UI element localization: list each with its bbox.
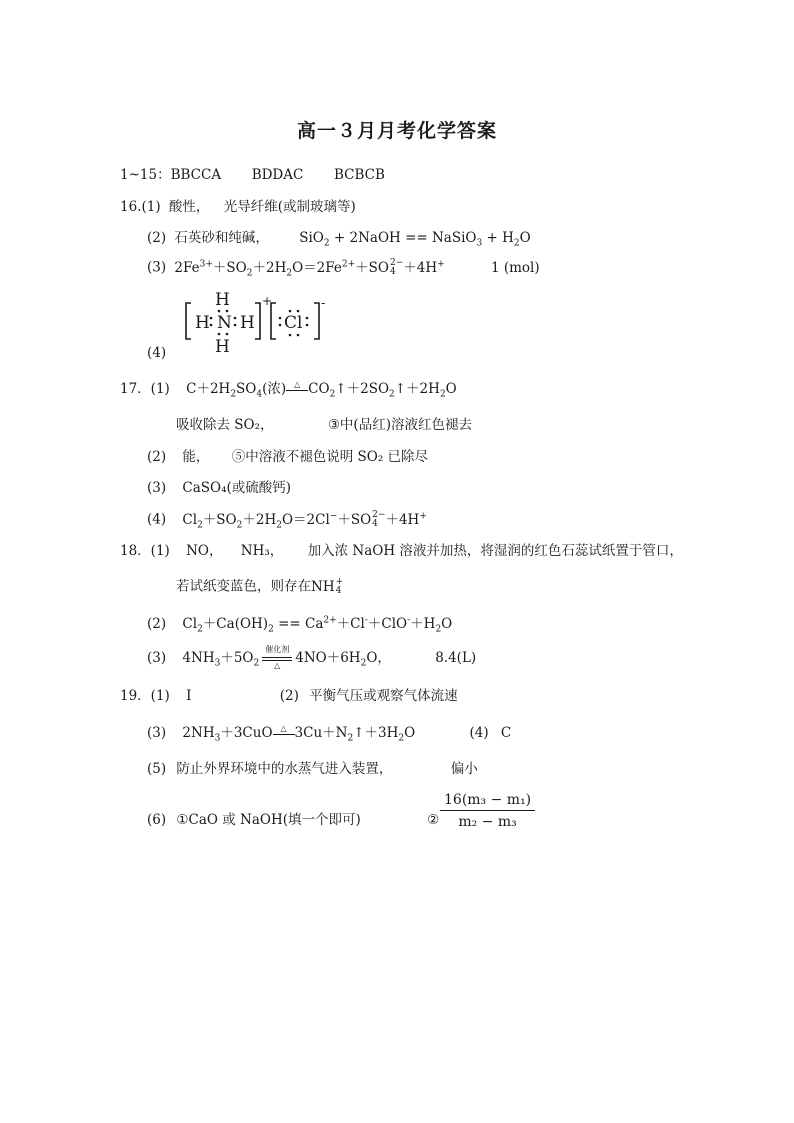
svg-text:Cl: Cl [284,313,303,333]
q17-line-2: (2) 能， ⑤中溶液不褪色说明 SO₂ 已除尽 [147,449,429,465]
q17-line-4: (4) $Cl_2+SO_2+2H_2O=2Cl^-+SO$ 2− 4 ＋4H+ [147,510,427,531]
q16-line-2: (2) 石英砂和纯碱， SiO$_2$ + 2NaOH == NaSiO$_3$ + $H_2O$ [147,230,531,249]
ammonium-ion: NH + 4 [311,577,344,596]
q16-line-1: 16.(1) 酸性， 光导纤维(或制玻璃等) [120,199,356,215]
q17-line-1b: 吸收除去 SO₂， ③中(品红)溶液红色褪去 [176,417,472,433]
q17-equation-1: $C+2H_2SO_4$(浓) △ $CO_2↑+2SO_2↑+2H_2O$ [186,379,457,400]
fraction-numerator: 16(m₃ − m₁) [440,792,535,811]
page-title: 高一３月月考化学答案 [296,120,497,142]
q18-equation-2: $Cl_2+Ca(OH)_2 == Ca^{2+}+Cl^-+ClO^-+H_2O$ [182,615,453,635]
svg-text:H: H [240,313,255,333]
svg-text:N: N [217,313,232,333]
q18-line-1b: 若试纸变蓝色，则存在NH + 4 [176,577,344,596]
svg-text:H: H [215,337,230,357]
nh4cl-lewis-structure [183,289,333,359]
mc-group-1: 1~15：BBCCA [120,167,222,183]
q18-line-3: (3) $4NH_3+5O_2$ 催化剂 △ $4NO+6H_2O$， 8.4(L) [147,644,477,670]
q16-equation-3: $2Fe^{3+}+SO_2+2H_2O=2Fe^{2+}+SO$ 2− 4 ＋4H+ [174,258,445,279]
mc-answers [120,167,385,183]
q19-line-5: (5) 防止外界环境中的水蒸气进入装置， 偏小 [147,761,478,777]
q19-equation-3: $2NH_3+3CuO$ △ $3Cu+N_2↑+3H_2O$ [182,723,416,744]
q19-line-1: 19．(1) I (2) 平衡气压或观察气体流速 [120,688,458,704]
mc-group-3: BCBCB [333,167,385,183]
q19-line-3: (3) $2NH_3+3CuO$ △ $3Cu+N_2↑+3H_2O$ (4) C [147,723,512,744]
q19-line-6: (6) ①CaO 或 NaOH(填一个即可) ② [147,812,440,828]
q17-equation-4: $Cl_2+SO_2+2H_2O=2Cl^-+SO$ 2− 4 ＋4H+ [182,510,427,531]
q19-formula-fraction [440,792,535,830]
fraction-denominator: m₂ − m₃ [458,814,517,830]
q17-line-3: (3) CaSO₄(或硫酸钙) [147,480,292,496]
q16-line-4-label: (4) [147,345,167,361]
q18-line-1: 18．(1) NO， NH₃， 加入浓 NaOH 溶液并加热，将湿润的红色石蕊试纸置于管口， [120,543,683,559]
q18-equation-3: $4NH_3+5O_2$ 催化剂 △ $4NO+6H_2O$， [182,644,391,670]
mc-group-2: BDDAC [251,167,304,183]
q16-equation-2: SiO$_2$ + 2NaOH == NaSiO$_3$ + $H_2O$ [299,230,531,249]
q17-line-1: 17．(1) $C+2H_2SO_4$(浓) △ $CO_2↑+2SO_2↑+2H_2O$ [120,379,457,400]
svg-text:+: + [262,294,273,308]
svg-text:H: H [215,290,230,310]
svg-text:-: - [321,296,326,311]
svg-text:H: H [195,313,210,333]
q18-line-2: (2) $Cl_2+Ca(OH)_2 == Ca^{2+}+Cl^-+ClO^-+H_2O$ [147,615,453,635]
q16-line-3: (3) $2Fe^{3+}+SO_2+2H_2O=2Fe^{2+}+SO$ 2− 4 ＋4H+ 1 (mol) [147,258,540,279]
